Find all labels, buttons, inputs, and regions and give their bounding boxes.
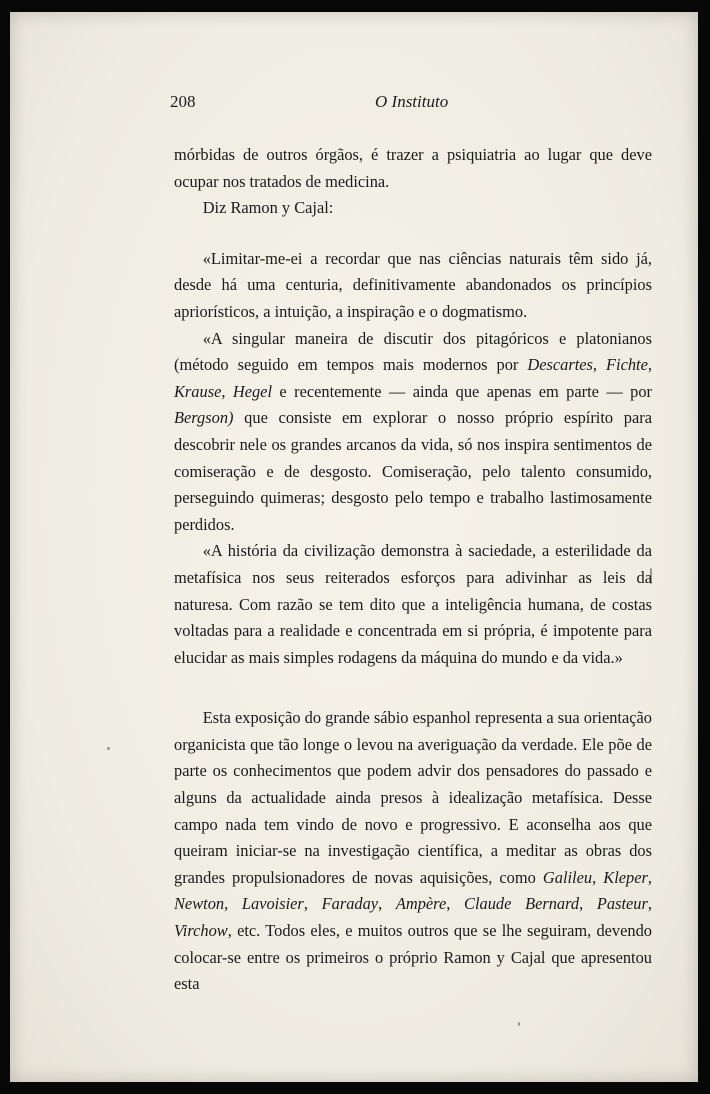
separator: ,	[303, 894, 322, 914]
separator: ,	[647, 867, 652, 887]
text-run: «A singular maneira de discutir dos pitagóricos e platonianos (método seguido em tempos mais modernos por	[174, 328, 652, 375]
page-header	[170, 92, 650, 116]
body-text	[174, 142, 652, 998]
paragraph-quote-1: «Limitar-me-ei a recordar que nas ciências naturais têm sido já, desde há uma centuria, definitivamente abandonados os princípios apriorísticos, a intuição, a inspiração e o dogmatismo.	[174, 248, 652, 321]
paper-speck	[518, 1022, 520, 1026]
page-number: 208	[170, 92, 196, 111]
name-virchow: Virchow	[174, 921, 228, 941]
paper-speck	[107, 747, 110, 750]
paragraph-continuation: mórbidas de outros órgãos, é trazer a psiquiatria ao lugar que deve ocupar nos tratados de medicina.	[174, 145, 652, 191]
separator: ,	[221, 381, 233, 401]
text-run: e recentemente — ainda que apenas em parte — por	[272, 381, 652, 401]
separator: ,	[647, 894, 652, 914]
name-lavoisier: Lavoisier	[241, 894, 304, 914]
name-claude-bernard: Claude Bernard	[464, 894, 580, 914]
paragraph-quote-3: «A história da civilização demonstra à saciedade, a esterilidade da metafísica nos seus reiterados esforços para adivinhar as leis da naturesa. Com razão se tem dito que a inteligência humana, de costas voltadas para a realidade e concentrada em si própria, é impotente para elucidar as mais simples rodagens da máquina do mundo e da vida.»	[174, 541, 652, 667]
text-run: Esta exposição do grande sábio espanhol representa a sua orientação organicista que tão longe o levou na averiguação da verdade. Ele põe de parte os conhecimentos que podem advir dos pensadores do passado e alguns da actualidade ainda presos à idealização metafísica. Desse campo nada tem vindo de novo e progressivo. E aconselha aos que queiram iniciar-se na investigação científica, a meditar as obras dos grandes propulsionadores de novas aquisições, como	[174, 708, 652, 887]
paragraph-quote-2	[174, 326, 652, 539]
name-ampere: Ampère	[395, 894, 447, 914]
separator: ,	[592, 867, 604, 887]
name-pasteur: Pasteur	[596, 894, 648, 914]
running-title: O Instituto	[375, 92, 449, 111]
separator: ,	[592, 355, 607, 375]
text-run: que consiste em explorar o nosso próprio espírito para descobrir nele os grandes arcanos da vida, só nos inspira sentimentos de comiseração e de desgosto. Comiseração, pelo talento consumido, perseguindo quimeras; desgosto pelo tempo e trabalho lastimosamente perdidos.	[174, 408, 652, 534]
text-run: , etc. Todos eles, e muitos outros que se lhe seguiram, devendo colocar-se entre os primeiros o próprio Ramon y Cajal que apresentou esta	[174, 921, 652, 994]
name-newton: Newton	[174, 894, 225, 914]
name-krause: Krause	[174, 381, 222, 401]
paragraph-commentary	[174, 705, 652, 998]
name-descartes: Descartes	[527, 355, 593, 375]
name-fichte: Fichte	[606, 355, 648, 375]
name-faraday: Faraday	[321, 894, 379, 914]
name-hegel: Hegel	[232, 381, 273, 401]
separator: ,	[647, 355, 652, 375]
separator: ,	[579, 894, 597, 914]
name-galileu: Galileu	[542, 867, 593, 887]
paragraph-intro-quote: Diz Ramon y Cajal:	[202, 198, 334, 218]
separator: ,	[224, 894, 242, 914]
name-kleper: Kleper	[603, 867, 648, 887]
separator: ,	[446, 894, 465, 914]
name-bergson: Bergson)	[174, 408, 234, 428]
separator: ,	[378, 894, 396, 914]
